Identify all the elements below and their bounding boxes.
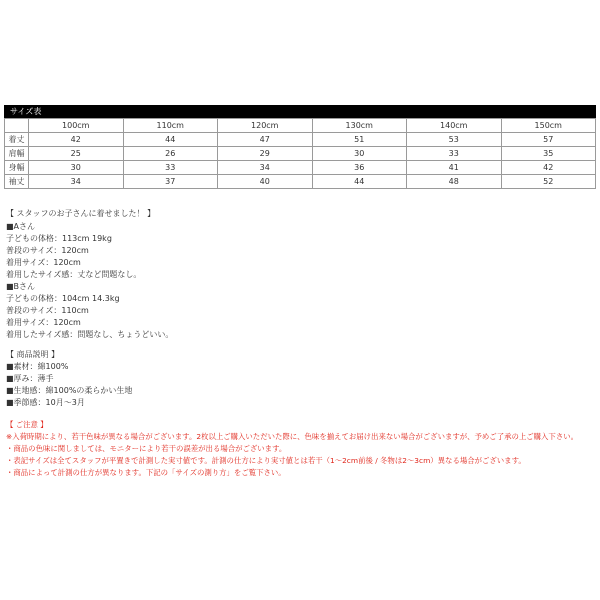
- table-cell: 33: [407, 147, 502, 161]
- notes-line: ・商品によって計測の仕方が異なります。下記の「サイズの測り方」をご覧下さい。: [6, 468, 286, 477]
- row-label: 着丈: [5, 133, 29, 147]
- notes-line: ・商品の色味に関しましては、モニターにより若干の誤差が出る場合がございます。: [6, 444, 287, 453]
- staff-section: [6, 208, 173, 341]
- staff-heading: 【 スタッフのお子さんに着せました！ 】: [6, 209, 156, 218]
- table-cell: 47: [218, 133, 313, 147]
- table-cell: 42: [501, 161, 596, 175]
- notes-section: [6, 419, 578, 479]
- notes-line: ※入荷時期により、若干色味が異なる場合がございます。2枚以上ご購入いただいた際に、色味を揃えてお届け出来ない場合がございますが、予めご了承の上ご購入下さい。: [6, 432, 578, 441]
- table-cell: 51: [312, 133, 407, 147]
- table-cell: 34: [29, 175, 124, 189]
- table-cell: 36: [312, 161, 407, 175]
- table-cell: 44: [123, 133, 218, 147]
- table-cell: 40: [218, 175, 313, 189]
- column-header: 150cm: [501, 119, 596, 133]
- product-heading: 【 商品説明 】: [6, 350, 60, 359]
- size-table-title: サイズ表: [4, 105, 596, 118]
- table-cell: 57: [501, 133, 596, 147]
- column-header: 140cm: [407, 119, 502, 133]
- table-cell: 53: [407, 133, 502, 147]
- product-line: ■素材：綿100%: [6, 362, 69, 371]
- column-header: 130cm: [312, 119, 407, 133]
- product-section: [6, 349, 132, 409]
- table-cell: 26: [123, 147, 218, 161]
- staff-line: ■Bさん: [6, 282, 36, 291]
- table-row: [5, 147, 596, 161]
- table-cell: 37: [123, 175, 218, 189]
- notes-line: ・表記サイズは全てスタッフが平置きで計測した実寸値です。計測の仕方により実寸値とは若干（1～2cm前後 / 冬物は2～3cm）異なる場合がございます。: [6, 456, 526, 465]
- row-label: 身幅: [5, 161, 29, 175]
- size-table: [4, 118, 596, 189]
- table-cell: 41: [407, 161, 502, 175]
- row-label: 袖丈: [5, 175, 29, 189]
- column-header: 110cm: [123, 119, 218, 133]
- table-cell: 30: [29, 161, 124, 175]
- staff-line: 普段のサイズ：110cm: [6, 306, 89, 315]
- product-line: ■生地感：綿100%の柔らかい生地: [6, 386, 133, 395]
- table-cell: 29: [218, 147, 313, 161]
- staff-line: 着用サイズ：120cm: [6, 258, 81, 267]
- table-cell: 42: [29, 133, 124, 147]
- table-cell: 30: [312, 147, 407, 161]
- staff-line: 着用したサイズ感：丈など問題なし。: [6, 270, 142, 279]
- staff-line: ■Aさん: [6, 222, 36, 231]
- table-row: [5, 175, 596, 189]
- notes-heading: 【 ご注意 】: [6, 420, 48, 429]
- staff-line: 着用したサイズ感：問題なし、ちょうどいい。: [6, 330, 174, 339]
- size-table-header-row: [5, 119, 596, 133]
- table-cell: 35: [501, 147, 596, 161]
- table-row: [5, 133, 596, 147]
- size-table-corner: [5, 119, 29, 133]
- staff-line: 子どもの体格：113cm 19kg: [6, 234, 112, 243]
- table-cell: 25: [29, 147, 124, 161]
- product-line: ■厚み：薄手: [6, 374, 54, 383]
- table-cell: 52: [501, 175, 596, 189]
- table-cell: 33: [123, 161, 218, 175]
- column-header: 120cm: [218, 119, 313, 133]
- row-label: 肩幅: [5, 147, 29, 161]
- staff-line: 子どもの体格：104cm 14.3kg: [6, 294, 120, 303]
- staff-line: 着用サイズ：120cm: [6, 318, 81, 327]
- column-header: 100cm: [29, 119, 124, 133]
- product-line: ■季節感：10月～3月: [6, 398, 85, 407]
- table-row: [5, 161, 596, 175]
- table-cell: 34: [218, 161, 313, 175]
- staff-line: 普段のサイズ：120cm: [6, 246, 89, 255]
- table-cell: 44: [312, 175, 407, 189]
- table-cell: 48: [407, 175, 502, 189]
